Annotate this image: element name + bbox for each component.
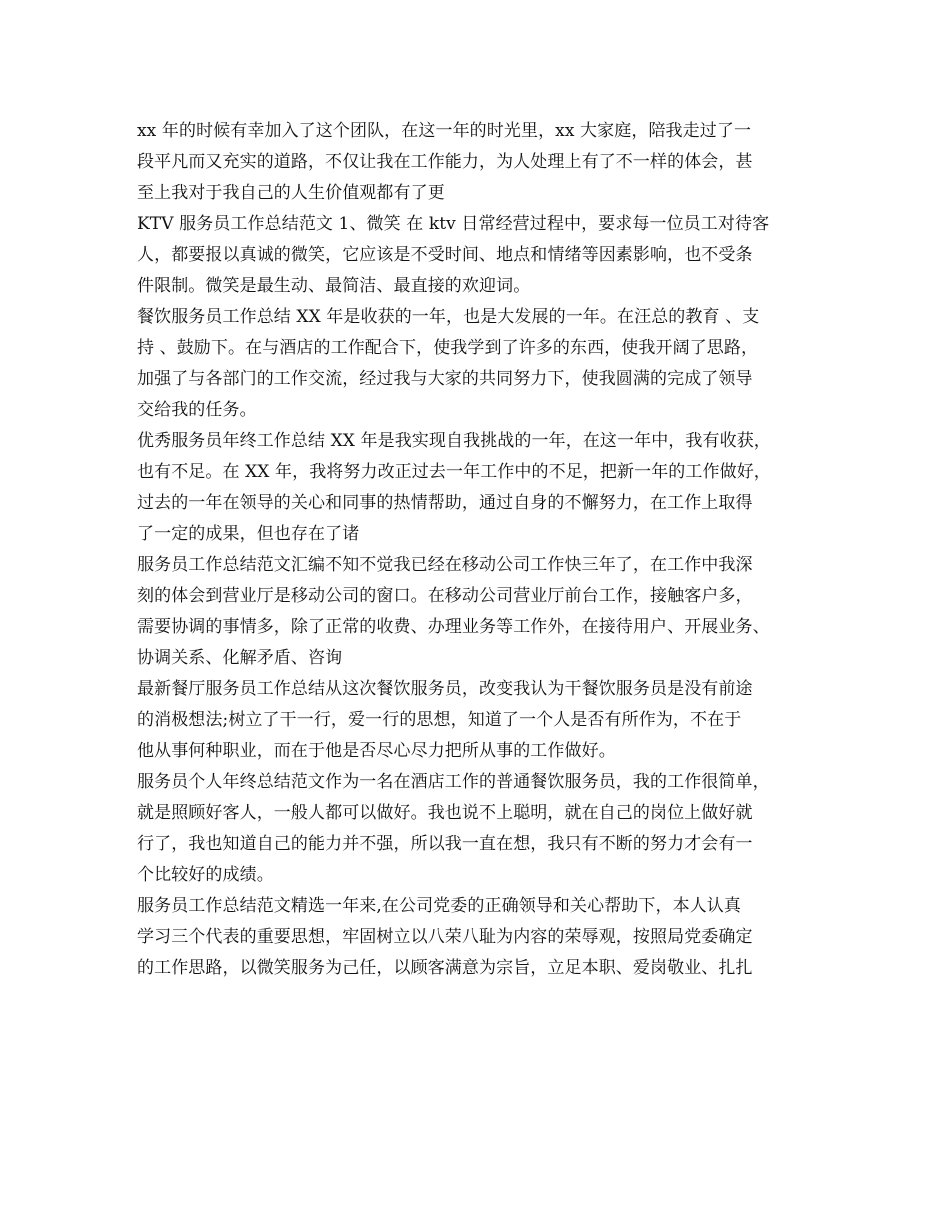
text-line: 餐饮服务员工作总结 XX 年是收获的一年，也是大发展的一年。在汪总的教育 、支 xyxy=(137,307,760,327)
text-line: 的工作思路，以微笑服务为己任，以顾客满意为宗旨，立足本职、爱岗敬业、扎扎 xyxy=(137,958,753,978)
paragraph-8 xyxy=(137,891,827,984)
text-line: 加强了与各部门的工作交流，经过我与大家的共同努力下，使我圆满的完成了领导 xyxy=(137,369,753,389)
text-line: 优秀服务员年终工作总结 XX 年是我实现自我挑战的一年，在这一年中，我有收获， xyxy=(137,431,771,451)
paragraph-6 xyxy=(137,674,827,767)
text-line: 人，都要报以真诚的微笑，它应该是不受时间、地点和情绪等因素影响，也不受条 xyxy=(137,245,753,265)
text-line: 持 、鼓励下。在与酒店的工作配合下，使我学到了许多的东西，使我开阔了思路， xyxy=(137,338,759,358)
text-line: 过去的一年在领导的关心和同事的热情帮助，通过自身的不懈努力，在工作上取得 xyxy=(137,493,753,513)
text-line: xx 年的时候有幸加入了这个团队，在这一年的时光里，xx 大家庭，陪我走过了一 xyxy=(137,121,752,141)
text-line: 行了，我也知道自己的能力并不强，所以我一直在想，我只有不断的努力才会有一 xyxy=(137,834,753,854)
text-line: 学习三个代表的重要思想，牢固树立以八荣八耻为内容的荣辱观，按照局党委确定 xyxy=(137,927,753,947)
paragraph-3 xyxy=(137,302,827,426)
text-line: 最新餐厅服务员工作总结从这次餐饮服务员，改变我认为干餐饮服务员是没有前途 xyxy=(137,679,753,699)
paragraph-1 xyxy=(137,116,827,209)
text-line: 他从事何种职业，而在于他是否尽心尽力把所从事的工作做好。 xyxy=(137,741,616,761)
text-line: 交给我的任务。 xyxy=(137,400,257,420)
document-body xyxy=(137,116,827,984)
paragraph-4 xyxy=(137,426,827,550)
text-line: 刻的体会到营业厅是移动公司的窗口。在移动公司营业厅前台工作，接触客户多， xyxy=(137,586,753,606)
paragraph-5 xyxy=(137,550,827,674)
text-line: 了一定的成果，但也存在了诸 xyxy=(137,524,360,544)
text-line: 也有不足。在 XX 年，我将努力改正过去一年工作中的不足，把新一年的工作做好， xyxy=(137,462,771,482)
text-line: 个比较好的成绩。 xyxy=(137,865,274,885)
text-line: 至上我对于我自己的人生价值观都有了更 xyxy=(137,183,445,203)
text-line: 的消极想法;树立了干一行，爱一行的思想，知道了一个人是否有所作为，不在于 xyxy=(137,710,742,730)
text-line: 需要协调的事情多，除了正常的收费、办理业务等工作外，在接待用户、开展业务、 xyxy=(137,617,770,637)
text-line: 段平凡而又充实的道路，不仅让我在工作能力，为人处理上有了不一样的体会，甚 xyxy=(137,152,753,172)
text-line: 就是照顾好客人，一般人都可以做好。我也说不上聪明，就在自己的岗位上做好就 xyxy=(137,803,753,823)
text-line: 服务员个人年终总结范文作为一名在酒店工作的普通餐饮服务员，我的工作很简单， xyxy=(137,772,770,792)
paragraph-7 xyxy=(137,767,827,891)
text-line: 协调关系、化解矛盾、咨询 xyxy=(137,648,343,668)
paragraph-2 xyxy=(137,209,827,302)
text-line: 件限制。微笑是最生动、最简洁、最直接的欢迎词。 xyxy=(137,276,531,296)
text-line: KTV 服务员工作总结范文 1、微笑 在 ktv 日常经营过程中，要求每一位员工对待客 xyxy=(137,214,770,234)
text-line: 服务员工作总结范文汇编不知不觉我已经在移动公司工作快三年了，在工作中我深 xyxy=(137,555,753,575)
text-line: 服务员工作总结范文精选一年来,在公司党委的正确领导和关心帮助下，本人认真 xyxy=(137,896,742,916)
